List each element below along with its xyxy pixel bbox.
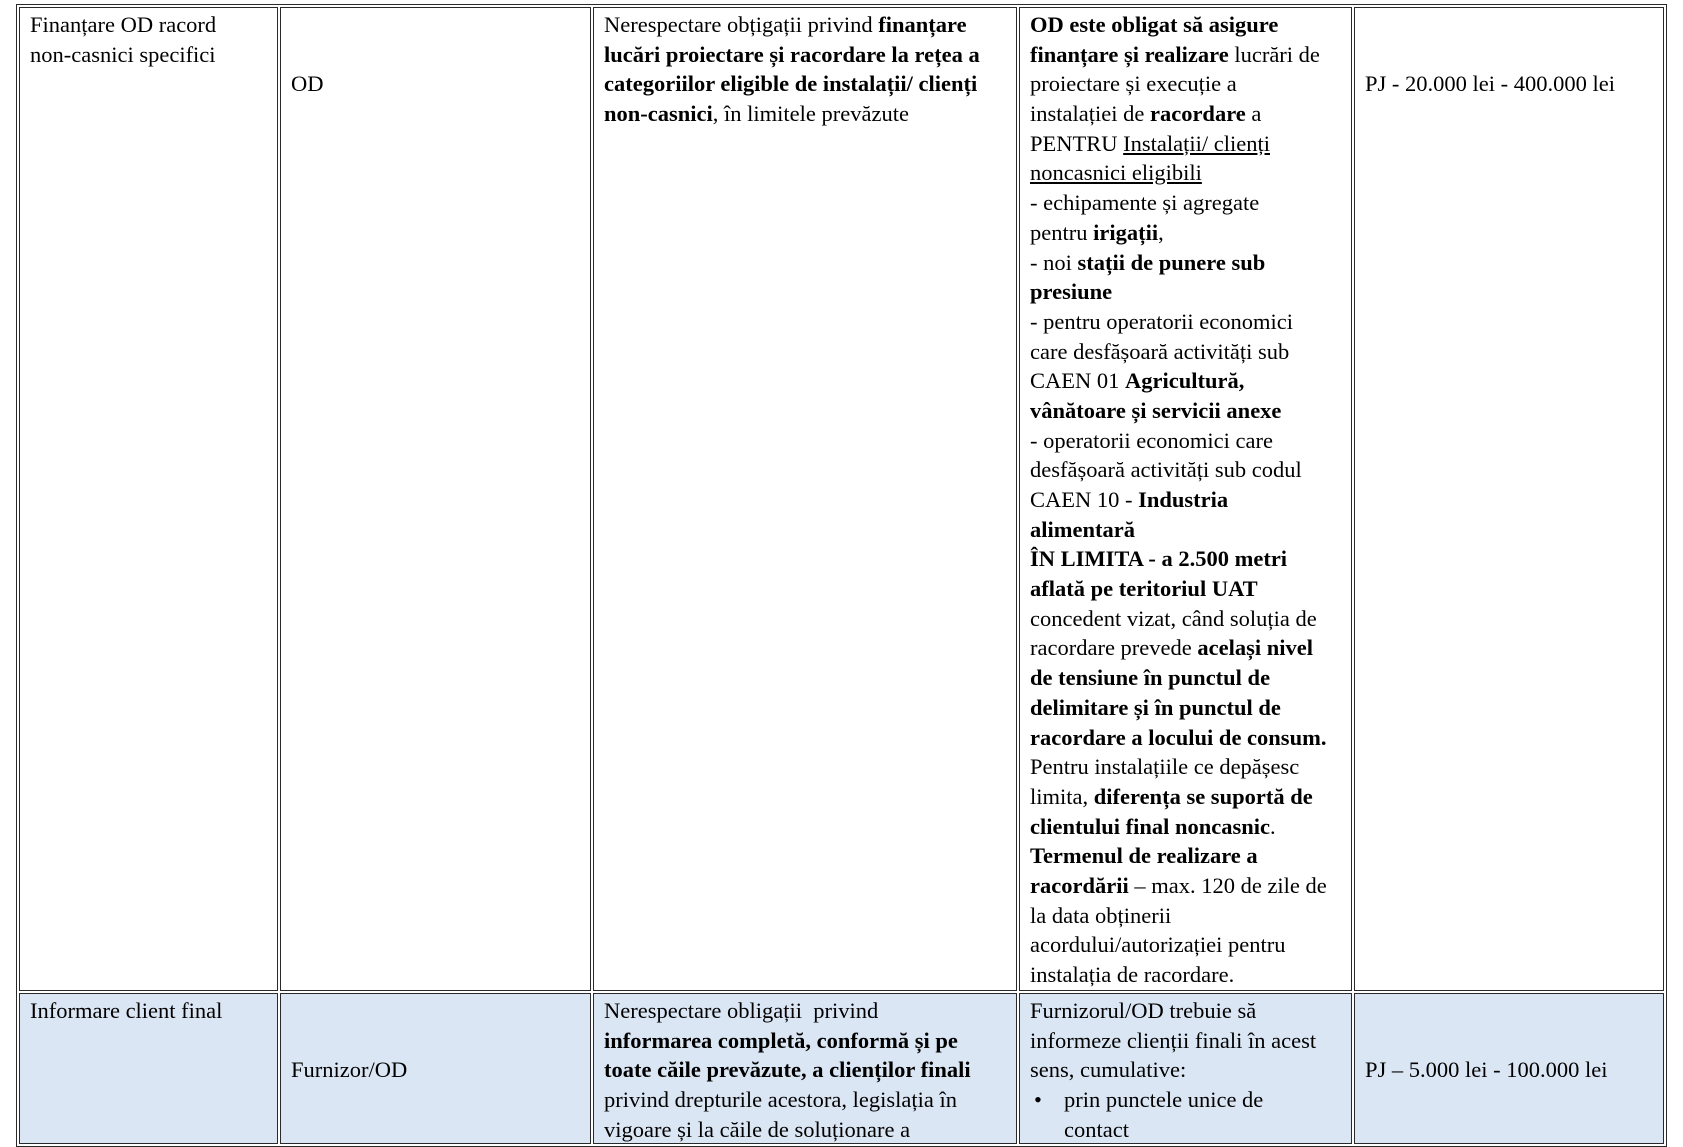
text-line — [1030, 1115, 1345, 1144]
bold-text: OD este obligat să asigure — [1030, 12, 1279, 37]
bold-text: același nivel — [1197, 635, 1313, 661]
text-segment: prin punctele unice de — [1064, 1087, 1264, 1113]
text-segment: - pentru operatorii economici — [1030, 308, 1294, 334]
table-row — [0, 993, 1683, 1144]
text-line — [604, 1055, 1010, 1085]
text-line — [1030, 996, 1345, 1026]
text-line — [1030, 871, 1345, 901]
bold-text: toate căile prevăzute, a clienților finali — [604, 1057, 971, 1083]
text-line — [1030, 1026, 1345, 1056]
text-line — [1030, 901, 1345, 931]
text-line — [1030, 841, 1345, 871]
text-line — [604, 1026, 1010, 1056]
text-segment: care desfășoară activități sub — [1030, 338, 1290, 364]
text-segment: - noi — [1030, 249, 1078, 275]
text-line — [604, 99, 1010, 129]
text-segment: limita, — [1030, 783, 1094, 809]
text-segment: desfășoară activități sub codul — [1030, 457, 1302, 483]
text-line — [1030, 277, 1345, 307]
text-segment: Nerespectare obțigații privind — [604, 12, 879, 37]
text-segment: Nerespectare obligații privind — [604, 998, 879, 1023]
text-line — [1030, 574, 1345, 604]
text-line — [1030, 544, 1345, 574]
text-line — [30, 40, 271, 70]
bold-text: finanțare — [878, 12, 967, 37]
text-line — [1030, 366, 1345, 396]
underlined-text: noncasnici eligibili — [1030, 160, 1202, 186]
text-segment: - operatorii economici care — [1030, 427, 1273, 453]
bold-text: Agricultură, — [1125, 368, 1245, 394]
bold-text: irigații — [1093, 219, 1159, 245]
text-line — [1030, 693, 1345, 723]
text-line — [1030, 723, 1345, 753]
text-line — [1030, 69, 1345, 99]
text-line — [1030, 396, 1345, 426]
bold-text: alimentară — [1030, 516, 1135, 542]
text-segment: , — [1158, 219, 1164, 245]
text-segment: pentru — [1030, 219, 1094, 245]
text-segment: instalația de racordare. — [1030, 962, 1235, 987]
cell-obligation — [1019, 993, 1352, 1144]
bullet-item — [1030, 1085, 1345, 1115]
text-line — [1030, 248, 1345, 278]
text-segment: , în limitele prevăzute — [712, 101, 909, 127]
text-segment: – max. 120 de zile de — [1128, 872, 1327, 898]
text-segment: contact — [1064, 1116, 1129, 1142]
text-segment: Pentru instalațiile ce depășesc — [1030, 754, 1300, 780]
bold-text: Industria — [1138, 487, 1229, 512]
text-line — [30, 10, 271, 40]
text-line — [1030, 129, 1345, 159]
text-segment: la data obținerii — [1030, 902, 1172, 928]
text-line — [604, 996, 1010, 1026]
text-segment: acordului/autorizației pentru — [1030, 932, 1286, 958]
cell-penalty — [1354, 993, 1664, 1144]
bold-text: delimitare și în punctul de — [1030, 694, 1281, 720]
text-segment: Furnizorul/OD trebuie să — [1030, 998, 1257, 1023]
text-line — [1030, 426, 1345, 456]
text-line — [1030, 604, 1345, 634]
text-segment: PENTRU — [1030, 130, 1124, 156]
bold-text: ÎN LIMITA - a 2.500 metri — [1030, 546, 1288, 572]
bold-text: vânătoare și servicii anexe — [1030, 397, 1282, 423]
bold-text: Termenul de realizare a — [1030, 843, 1258, 869]
text-line — [1030, 188, 1345, 218]
bold-text: lucări proiectare și racordare la rețea a — [604, 41, 980, 67]
text-line — [1030, 930, 1345, 960]
text-segment: privind drepturile acestora, legislația în — [604, 1087, 958, 1113]
text-line — [604, 1085, 1010, 1115]
text-line — [1030, 455, 1345, 485]
text-line — [604, 10, 1010, 40]
penalty-text: PJ – 5.000 lei - 100.000 lei — [1365, 1057, 1608, 1083]
text-line — [1030, 1055, 1345, 1085]
text-segment: non-casnici specifici — [30, 41, 216, 67]
bold-text: presiune — [1030, 279, 1113, 305]
text-segment: Informare client final — [30, 998, 223, 1023]
bold-text: stații de punere sub — [1077, 249, 1266, 275]
text-line — [1030, 752, 1345, 782]
text-segment: a — [1245, 101, 1262, 127]
cell-category — [19, 7, 278, 991]
text-segment: lucrări de — [1228, 41, 1320, 67]
bold-text: racordării — [1030, 872, 1129, 898]
text-line — [1030, 960, 1345, 990]
text-segment: informeze clienții finali în acest — [1030, 1027, 1317, 1053]
text-line — [1030, 812, 1345, 842]
text-segment: concedent vizat, când soluția de — [1030, 605, 1317, 631]
bold-text: racordare a locului de consum. — [1030, 724, 1327, 750]
cell-violation — [593, 993, 1017, 1144]
text-line — [1030, 485, 1345, 515]
text-line — [1030, 515, 1345, 545]
text-segment: CAEN 01 — [1030, 368, 1125, 394]
text-segment: Finanțare OD racord — [30, 12, 217, 37]
party-text: OD — [291, 71, 324, 97]
bold-text: categoriilor eligible de instalații/ clienți — [604, 71, 978, 97]
text-line — [1030, 40, 1345, 70]
cell-party — [280, 7, 591, 991]
bold-text: diferența se suportă de — [1093, 783, 1313, 809]
bold-text: finanțare și realizare — [1030, 41, 1229, 67]
bold-text: informarea completă, conformă și pe — [604, 1027, 958, 1053]
text-line — [604, 1115, 1010, 1144]
cell-party — [280, 993, 591, 1144]
text-segment: - echipamente și agregate — [1030, 190, 1260, 216]
text-line — [1030, 663, 1345, 693]
cell-penalty — [1354, 7, 1664, 991]
bold-text: de tensiune în punctul de — [1030, 665, 1271, 691]
table-row — [0, 7, 1683, 991]
text-segment: proiectare și execuție a — [1030, 71, 1237, 97]
bold-text: non-casnici — [604, 101, 713, 127]
cell-category — [19, 993, 278, 1144]
text-line — [604, 40, 1010, 70]
text-line — [1030, 218, 1345, 248]
party-text: Furnizor/OD — [291, 1057, 408, 1083]
text-line — [604, 69, 1010, 99]
text-line — [1030, 633, 1345, 663]
bold-text: clientului final noncasnic — [1030, 813, 1271, 839]
underlined-text: Instalații/ clienți — [1123, 130, 1270, 156]
text-line — [30, 996, 271, 1026]
cell-violation — [593, 7, 1017, 991]
text-line — [1030, 782, 1345, 812]
text-segment: sens, cumulative: — [1030, 1057, 1187, 1083]
text-segment: CAEN 10 - — [1030, 487, 1139, 512]
penalty-text: PJ - 20.000 lei - 400.000 lei — [1365, 71, 1615, 97]
text-line — [1030, 99, 1345, 129]
text-segment: vigoare și la căile de soluționare a — [604, 1116, 911, 1142]
text-segment: . — [1270, 813, 1276, 839]
bold-text: racordare — [1149, 101, 1246, 127]
text-segment: instalației de — [1030, 101, 1150, 127]
text-line — [1030, 337, 1345, 367]
text-segment: racordare prevede — [1030, 635, 1198, 661]
cell-obligation — [1019, 7, 1352, 991]
text-line — [1030, 158, 1345, 188]
text-line — [1030, 10, 1345, 40]
text-line — [1030, 307, 1345, 337]
bold-text: aflată pe teritoriul UAT — [1030, 576, 1258, 602]
